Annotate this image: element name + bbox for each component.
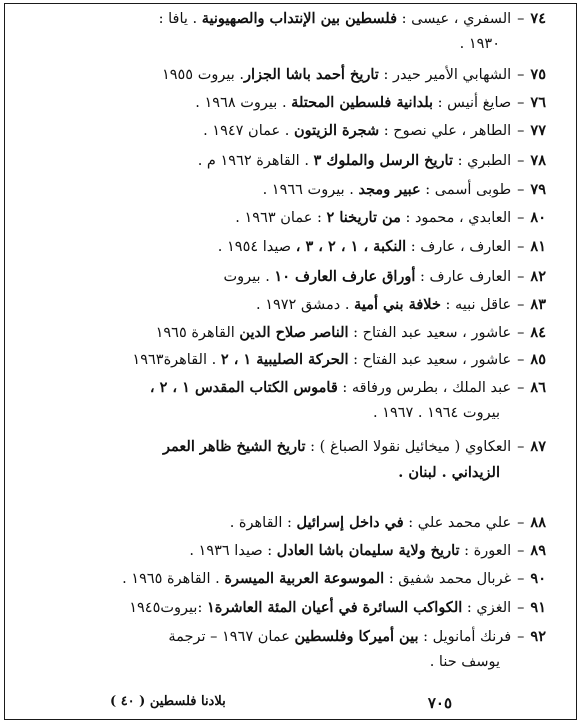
entry-number: ٧٧ [530,122,546,139]
entry-author: العارف عارف : [415,269,512,285]
entry-author: الطاهر ، علي نصوح : [379,123,512,139]
entry-author: العارف ، عارف : [406,239,512,255]
page-footer [110,694,452,716]
entry-title: تاريخ الرسل والملوك ٣ [313,152,453,169]
entry-publication: القاهرة ١٩٦٥ [155,325,240,341]
entry-title: تاريخ ولاية سليمان باشا العادل [276,542,460,559]
book-running-title: بلادنا فلسطين ( ٤٠ ) [110,694,226,709]
entry-publication: : صيدا ١٩٣٦ . [189,543,277,559]
bibliography-entry [56,264,546,290]
entry-dash: – [517,153,525,169]
bibliography-entry [56,177,546,203]
entry-author: عاشور ، سعيد عبد الفتاح : [348,325,512,341]
entry-publication: . بيروت [223,269,275,285]
entry-author: فرنك أمانويل : [418,629,512,645]
entry-continuation: يوسف حنا . [429,654,500,670]
entry-author: الغزي : [462,600,512,616]
entry-title: قاموس الكتاب المقدس ١ ، ٢ ، [149,379,338,396]
entry-author: علي محمد علي : [403,515,512,531]
entry-title: في داخل إسرائيل [296,514,404,531]
entry-author: عاشور ، سعيد عبد الفتاح : [348,352,512,368]
entry-publication: : القاهرة . [229,515,297,531]
entry-publication: . دمشق ١٩٧٢ . [255,297,355,313]
entry-publication: . القاهرة ١٩٦٥ . [122,571,225,587]
entry-dash: – [517,67,525,83]
entry-dash: – [517,297,525,313]
entry-number: ٨٧ [530,438,546,455]
entry-author: الطبري : [453,153,512,169]
entry-author: العكاوي ( ميخائيل نقولا الصباغ ) : [305,439,512,455]
bibliography-entry [56,205,546,231]
entry-number: ٧٥ [530,66,546,83]
page-number: ٧٠٥ [427,694,452,712]
bibliography-entry [56,624,546,675]
entry-author: عبد الملك ، بطرس ورفاقه : [337,380,512,396]
bibliography-entry [56,375,546,426]
entry-continuation: بيروت ١٩٦٤ . ١٩٦٧ . [372,405,500,421]
entry-dash: – [517,123,525,139]
entry-dash: – [517,239,525,255]
entry-publication: . عمان ١٩٤٧ . [203,123,294,139]
entry-dash: – [517,210,525,226]
entry-title: من تاريخنا ٢ [326,209,401,226]
bibliography-entry [56,62,546,88]
entry-title: تاريخ أحمد باشا الجزار [244,66,379,83]
entry-dash: – [517,439,525,455]
entry-author: غربال محمد شفيق : [384,571,512,587]
entry-number: ٨٥ [530,351,546,368]
entry-author: صايغ أنيس : [433,95,512,111]
entry-publication: . بيروت ١٩٥٥ [161,67,244,83]
entry-publication: . يافا : [158,11,202,27]
entry-title: شجرة الزيتون [294,122,380,139]
entry-author: عاقل نبيه : [440,297,512,313]
bibliography-entry [56,148,546,174]
entry-title: خلافة بني أمية [354,296,441,313]
entry-author: العابدي ، محمود : [400,210,512,226]
entry-title: بين أميركا وفلسطين [294,628,419,645]
entry-author: طوبى أسمى : [420,182,512,198]
entry-dash: – [517,380,525,396]
entry-author: العورة : [459,543,512,559]
entry-continuation: ١٩٣٠ . [459,36,500,52]
entry-title: عبير ومجد [358,181,421,198]
entry-publication: : عمان ١٩٦٣ . [235,210,327,226]
entry-number: ٨٤ [530,324,546,341]
entry-title: فلسطين بين الإنتداب والصهيونية [201,10,398,27]
entry-number: ٨٩ [530,542,546,559]
bibliography-entry [56,320,546,346]
entry-number: ٩٠ [530,570,546,587]
entry-title: الكواكب السائرة في أعيان المئة العاشرة١ [206,599,463,616]
bibliography-entry [56,90,546,116]
entry-publication: . القاهرة١٩٦٣ [132,352,221,368]
entry-dash: – [517,600,525,616]
entry-number: ٨٨ [530,514,546,531]
entry-dash: – [517,629,525,645]
entry-dash: – [517,571,525,587]
entry-title: بلدانية فلسطين المحتلة [291,94,434,111]
entry-publication: . بيروت ١٩٦٨ . [195,95,292,111]
entry-number: ٩٢ [530,628,546,645]
entry-dash: – [517,515,525,531]
entry-dash: – [517,95,525,111]
entry-dash: – [517,352,525,368]
entry-publication: . القاهرة ١٩٦٢ م . [197,153,314,169]
entry-number: ٧٩ [530,181,546,198]
entry-number: ٨٦ [530,379,546,396]
entry-title: تاريخ الشيخ ظاهر العمر [163,438,306,455]
bibliography-entry [56,234,546,260]
entry-number: ٧٦ [530,94,546,111]
bibliography-entry [56,6,546,57]
entry-dash: – [517,182,525,198]
entry-publication: صيدا ١٩٥٤ . [217,239,296,255]
entry-number: ٨١ [530,238,546,255]
bibliography-entry [56,510,546,536]
entry-author: السفري ، عيسى : [397,11,512,27]
entry-number: ٧٨ [530,152,546,169]
entry-dash: – [517,269,525,285]
entry-title: الناصر صلاح الدين [239,324,349,341]
entry-dash: – [517,325,525,341]
entry-title: الموسوعة العربية الميسرة [224,570,385,587]
entry-number: ٧٤ [530,10,546,27]
bibliography-entry [56,566,546,592]
bibliography-entry [56,347,546,373]
entry-title: الحركة الصليبية ١ ، ٢ [220,351,349,368]
entry-number: ٨٣ [530,296,546,313]
entry-dash: – [517,11,525,27]
entry-title: أوراق عارف العارف ١٠ [274,268,416,285]
entry-continuation: الزيداني . لبنان . [398,464,500,481]
entry-number: ٨٠ [530,209,546,226]
bibliography-entry [56,434,546,485]
entry-number: ٩١ [530,599,546,616]
entry-author: الشهابي الأمير حيدر : [378,67,512,83]
entry-publication: :بيروت١٩٤٥ [129,600,207,616]
entry-title: النكبة ، ١ ، ٢ ، ٣ ، [295,238,407,255]
entry-number: ٨٢ [530,268,546,285]
bibliography-entry [56,292,546,318]
bibliography-entry [56,595,546,621]
entry-publication: عمان ١٩٦٧ – ترجمة [168,629,295,645]
bibliography-entry [56,538,546,564]
bibliography-entry [56,118,546,144]
entry-dash: – [517,543,525,559]
entry-publication: . بيروت ١٩٦٦ . [262,182,359,198]
